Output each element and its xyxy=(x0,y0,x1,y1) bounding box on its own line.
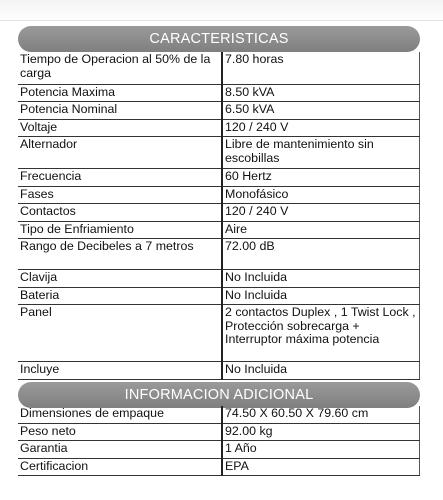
row-label: Voltaje xyxy=(18,119,222,137)
section-header-caracteristicas: CARACTERISTICAS xyxy=(18,26,420,52)
row-value: 7.80 horas xyxy=(222,52,420,84)
table-row xyxy=(18,423,420,441)
row-label: Alternador xyxy=(18,137,222,169)
row-label: Panel xyxy=(18,305,222,362)
caracteristicas-table xyxy=(18,52,420,380)
table-row xyxy=(18,169,420,187)
row-value: Aire xyxy=(222,221,420,239)
row-value: Monofásico xyxy=(222,186,420,204)
table-row xyxy=(18,119,420,137)
row-value: Libre de mantenimiento sin escobillas xyxy=(222,137,420,169)
table-row xyxy=(18,221,420,239)
row-value: No Incluida xyxy=(222,362,420,380)
row-label: Rango de Decibeles a 7 metros xyxy=(18,239,222,270)
row-label: Garantia xyxy=(18,441,222,459)
row-label: Contactos xyxy=(18,204,222,222)
row-value: 72.00 dB xyxy=(222,239,420,270)
row-value: 2 contactos Duplex , 1 Twist Lock , Protección sobrecarga + Interruptor máxima potencia xyxy=(222,305,420,362)
row-label: Tiempo de Operacion al 50% de la carga xyxy=(18,52,222,84)
row-label: Certificacion xyxy=(18,458,222,476)
row-value: No Incluida xyxy=(222,270,420,288)
row-value: 74.50 X 60.50 X 79.60 cm xyxy=(222,406,420,423)
table-row xyxy=(18,52,420,84)
table-row xyxy=(18,441,420,459)
table-row xyxy=(18,84,420,102)
row-value: 6.50 kVA xyxy=(222,102,420,120)
table-row xyxy=(18,137,420,169)
row-label: Incluye xyxy=(18,362,222,380)
top-divider xyxy=(0,20,443,21)
row-label: Frecuencia xyxy=(18,169,222,187)
row-label: Potencia Maxima xyxy=(18,84,222,102)
row-label: Fases xyxy=(18,186,222,204)
table-row xyxy=(18,287,420,305)
table-row xyxy=(18,305,420,362)
row-value: 1 Año xyxy=(222,441,420,459)
table-row xyxy=(18,102,420,120)
table-row xyxy=(18,406,420,423)
row-value: No Incluida xyxy=(222,287,420,305)
table-row xyxy=(18,204,420,222)
row-label: Dimensiones de empaque xyxy=(18,406,222,423)
row-value: 120 / 240 V xyxy=(222,119,420,137)
table-row xyxy=(18,458,420,476)
table-row xyxy=(18,239,420,270)
top-bar xyxy=(0,0,443,22)
row-label: Bateria xyxy=(18,287,222,305)
row-label: Tipo de Enfriamiento xyxy=(18,221,222,239)
row-label: Peso neto xyxy=(18,423,222,441)
row-label: Potencia Nominal xyxy=(18,102,222,120)
row-value: 120 / 240 V xyxy=(222,204,420,222)
table-row xyxy=(18,270,420,288)
row-value: 8.50 kVA xyxy=(222,84,420,102)
informacion-adicional-table xyxy=(18,406,420,476)
table-row xyxy=(18,362,420,380)
row-value: EPA xyxy=(222,458,420,476)
row-value: 60 Hertz xyxy=(222,169,420,187)
section-header-informacion-adicional: INFORMACION ADICIONAL xyxy=(18,382,420,408)
row-value: 92.00 kg xyxy=(222,423,420,441)
table-row xyxy=(18,186,420,204)
row-label: Clavija xyxy=(18,270,222,288)
